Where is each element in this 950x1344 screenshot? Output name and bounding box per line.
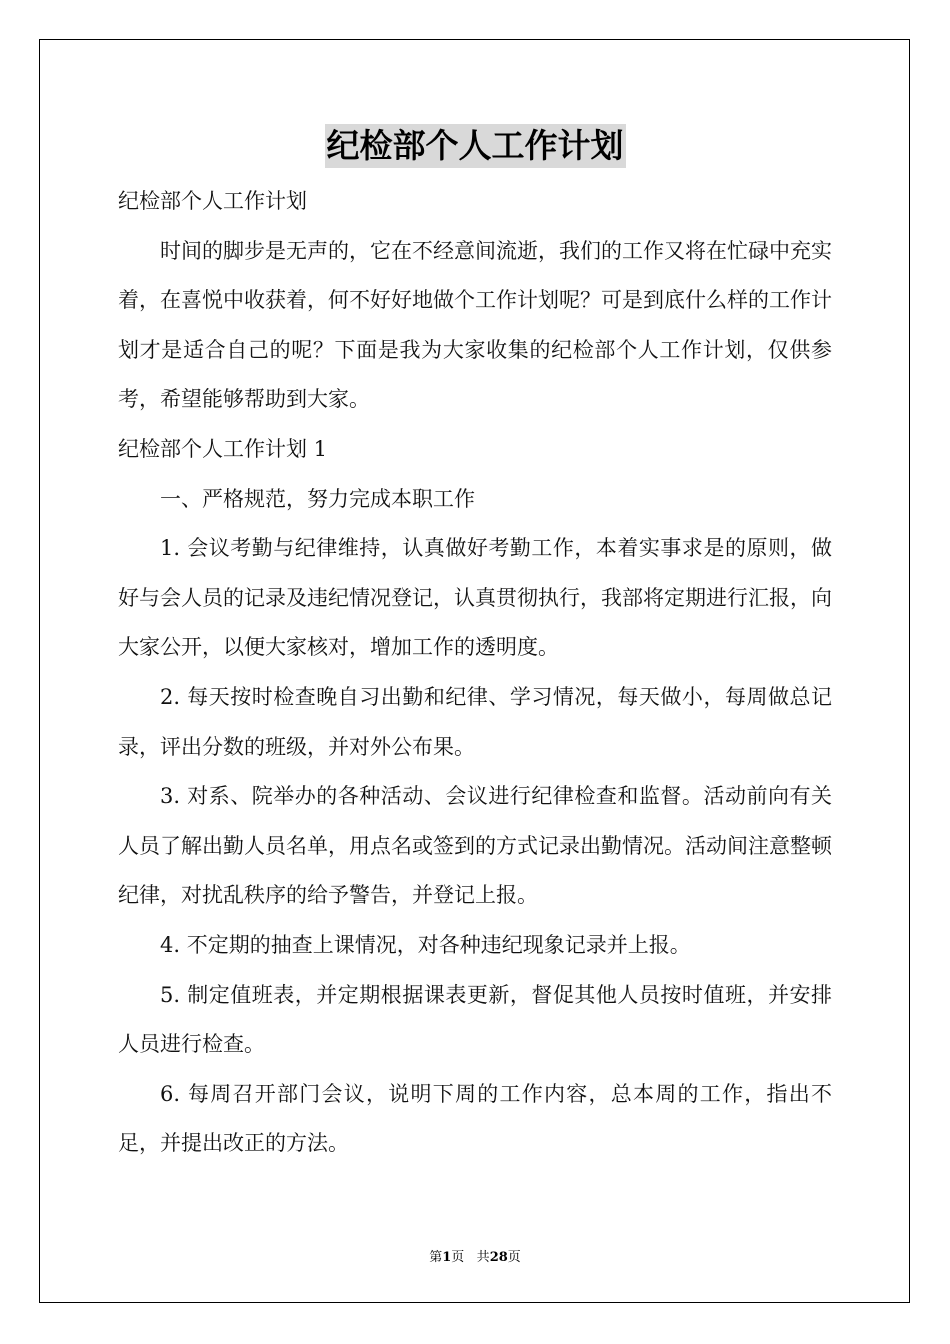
- footer-page-prefix: 第: [429, 1250, 443, 1265]
- paragraph-subheading: 一、严格规范，努力完成本职工作: [160, 486, 475, 511]
- paragraph-heading: 纪检部个人工作计划: [118, 189, 307, 213]
- page-footer: [0, 1246, 950, 1265]
- paragraph-item-3: 3. 对系、院举办的各种活动、会议进行纪律检查和监督。活动前向有关人员了解出勤人员名单，用点名或签到的方式记录出勤情况。活动间注意整顿纪律，对扰乱秩序的给予警告，并登记上报。: [118, 784, 832, 908]
- paragraph-item-5: 5. 制定值班表，并定期根据课表更新，督促其他人员按时值班，并安排人员进行检查。: [118, 982, 832, 1057]
- footer-page-suffix: 页: [451, 1250, 465, 1265]
- footer-page-total: 28: [489, 1250, 508, 1265]
- paragraph-item-2: 2. 每天按时检查晚自习出勤和纪律、学习情况，每天做小，每周做总记录，评出分数的班级，并对外公布果。: [118, 684, 832, 759]
- footer-total-suffix: 页: [507, 1250, 521, 1265]
- document-body: [118, 177, 832, 1169]
- document-title: [0, 124, 950, 168]
- paragraph-item-1: 1. 会议考勤与纪律维持，认真做好考勤工作，本着实事求是的原则，做好与会人员的记录及违纪情况登记，认真贯彻执行，我部将定期进行汇报，向大家公开，以便大家核对，增加工作的透明度。: [118, 536, 832, 660]
- footer-page-current: 1: [442, 1250, 452, 1265]
- paragraph-item-4: 4. 不定期的抽查上课情况，对各种违纪现象记录并上报。: [160, 932, 691, 957]
- paragraph-item-6: 6. 每周召开部门会议，说明下周的工作内容，总本周的工作，指出不足，并提出改正的方法。: [118, 1081, 832, 1156]
- paragraph-section-title: 纪检部个人工作计划 1: [118, 436, 328, 461]
- footer-total-prefix: 共: [476, 1250, 490, 1265]
- document-title-text: 纪检部个人工作计划: [325, 124, 626, 168]
- paragraph-intro: 时间的脚步是无声的，它在不经意间流逝，我们的工作又将在忙碌中充实着，在喜悦中收获着，何不好好地做个工作计划呢？可是到底什么样的工作计划才是适合自己的呢？下面是我为大家收集的纪检部个人工作计划，仅供参考，希望能够帮助到大家。: [118, 238, 832, 412]
